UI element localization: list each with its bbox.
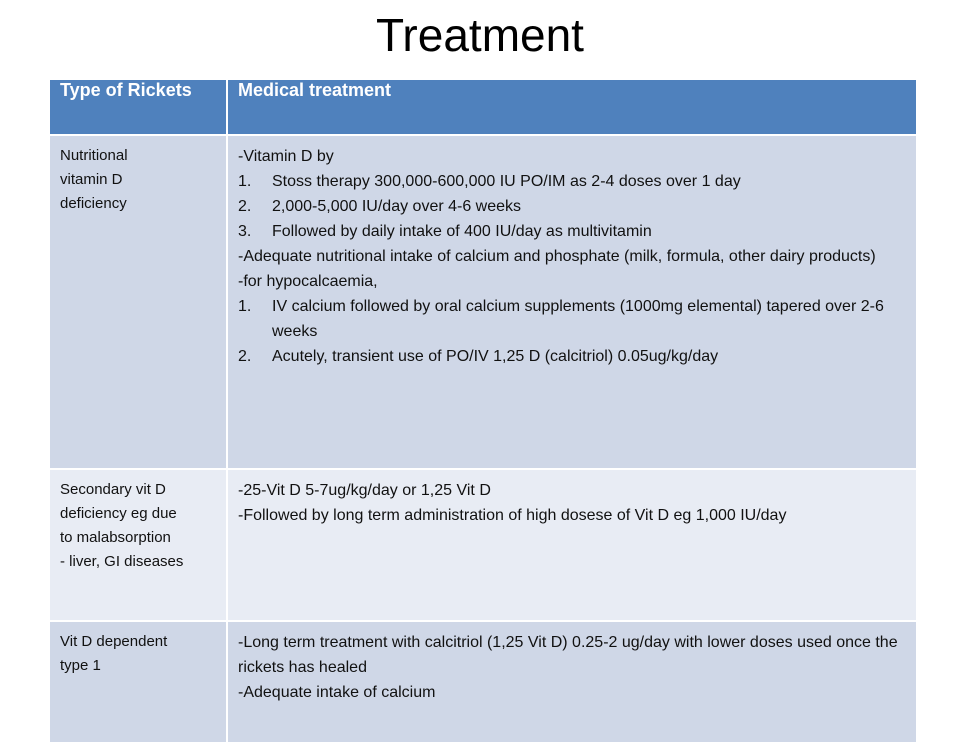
- treatment-cell: [227, 469, 917, 621]
- item-number: 2.: [238, 198, 252, 215]
- table-row: [49, 469, 917, 621]
- item-number: 1.: [238, 173, 252, 190]
- treatment-line: -Followed by long term administration of high dosese of Vit D eg 1,000 IU/day: [238, 507, 787, 524]
- treatment-cell: [227, 621, 917, 743]
- type-line: Secondary vit D: [60, 481, 166, 498]
- type-line: deficiency: [60, 195, 127, 212]
- table-header-row: [49, 79, 917, 135]
- item-text: Stoss therapy 300,000-600,000 IU PO/IM as 2-4 doses over 1 day: [272, 173, 741, 190]
- table-row: [49, 621, 917, 743]
- type-cell: [49, 469, 227, 621]
- item-text: IV calcium followed by oral calcium supplements (1000mg elemental) tapered over 2-6 weeks: [272, 298, 884, 340]
- treatment-table: [48, 78, 918, 744]
- type-line: to malabsorption: [60, 529, 171, 546]
- type-cell: [49, 621, 227, 743]
- item-number: 2.: [238, 348, 252, 365]
- header-medical-treatment: Medical treatment: [227, 79, 917, 135]
- numbered-item: [238, 294, 906, 344]
- type-line: Vit D dependent: [60, 633, 168, 650]
- item-text: 2,000-5,000 IU/day over 4-6 weeks: [272, 198, 522, 215]
- type-line: Nutritional: [60, 147, 128, 164]
- table-row: [49, 135, 917, 469]
- item-text: Followed by daily intake of 400 IU/day as multivitamin: [272, 223, 652, 240]
- numbered-item: [238, 194, 906, 219]
- treatment-cell: [227, 135, 917, 469]
- treatment-line: -Vitamin D by: [238, 148, 334, 165]
- item-number: 3.: [238, 223, 252, 240]
- treatment-line: -Long term treatment with calcitriol (1,25 Vit D) 0.25-2 ug/day with lower doses used once the rickets has healed: [238, 634, 898, 676]
- header-type-of-rickets: Type of Rickets: [49, 79, 227, 135]
- slide-title: Treatment: [376, 9, 584, 61]
- type-cell: [49, 135, 227, 469]
- type-line: deficiency eg due: [60, 505, 177, 522]
- treatment-line: -for hypocalcaemia,: [238, 273, 378, 290]
- item-text: Acutely, transient use of PO/IV 1,25 D (calcitriol) 0.05ug/kg/day: [272, 348, 719, 365]
- numbered-item: [238, 344, 906, 369]
- type-line: type 1: [60, 657, 101, 674]
- type-line: - liver, GI diseases: [60, 553, 184, 570]
- numbered-item: [238, 169, 906, 194]
- item-number: 1.: [238, 298, 252, 315]
- treatment-line: -25-Vit D 5-7ug/kg/day or 1,25 Vit D: [238, 482, 491, 499]
- treatment-line: -Adequate nutritional intake of calcium and phosphate (milk, formula, other dairy products): [238, 248, 876, 265]
- type-line: vitamin D: [60, 171, 123, 188]
- numbered-item: [238, 219, 906, 244]
- treatment-line: -Adequate intake of calcium: [238, 684, 436, 701]
